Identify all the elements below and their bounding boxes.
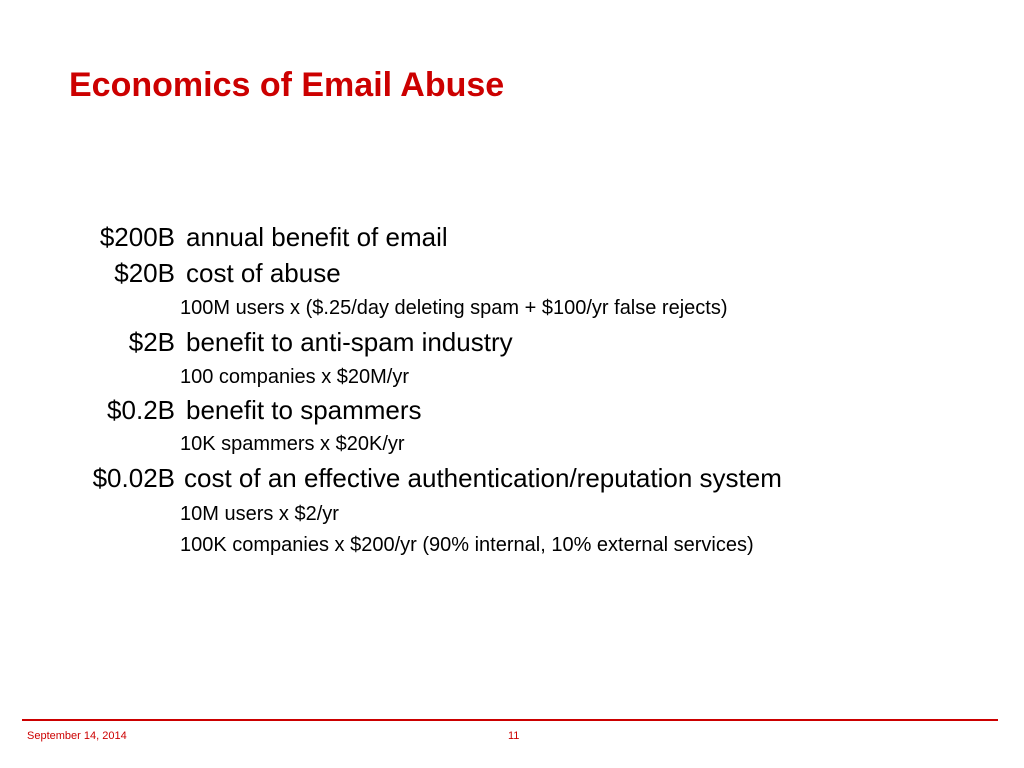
desc-cost-of-abuse: cost of abuse bbox=[186, 258, 341, 288]
desc-anti-spam-industry: benefit to anti-spam industry bbox=[186, 327, 513, 357]
page-number: 11 bbox=[508, 730, 520, 742]
desc-spammers: benefit to spammers bbox=[186, 395, 422, 425]
slide-title: Economics of Email Abuse bbox=[69, 66, 505, 104]
detail-auth-system-companies: 100K companies x $200/yr (90% internal, 10% external services) bbox=[180, 534, 754, 556]
amount-annual-benefit: $200B bbox=[99, 222, 175, 252]
amount-spammers: $0.2B bbox=[107, 395, 175, 425]
amount-cost-of-abuse: $20B bbox=[114, 258, 175, 288]
desc-auth-system: cost of an effective authentication/reputation system bbox=[184, 463, 782, 493]
footer-divider bbox=[22, 719, 998, 721]
detail-spammers: 10K spammers x $20K/yr bbox=[180, 433, 405, 455]
detail-anti-spam-industry: 100 companies x $20M/yr bbox=[180, 366, 410, 388]
detail-auth-system-users: 10M users x $2/yr bbox=[180, 503, 339, 525]
desc-annual-benefit: annual benefit of email bbox=[186, 222, 448, 252]
detail-cost-of-abuse: 100M users x ($.25/day deleting spam + $100/yr false rejects) bbox=[180, 297, 728, 319]
amount-auth-system: $0.02B bbox=[92, 463, 175, 493]
amount-anti-spam-industry: $2B bbox=[128, 327, 175, 357]
footer-date: September 14, 2014 bbox=[27, 730, 127, 742]
